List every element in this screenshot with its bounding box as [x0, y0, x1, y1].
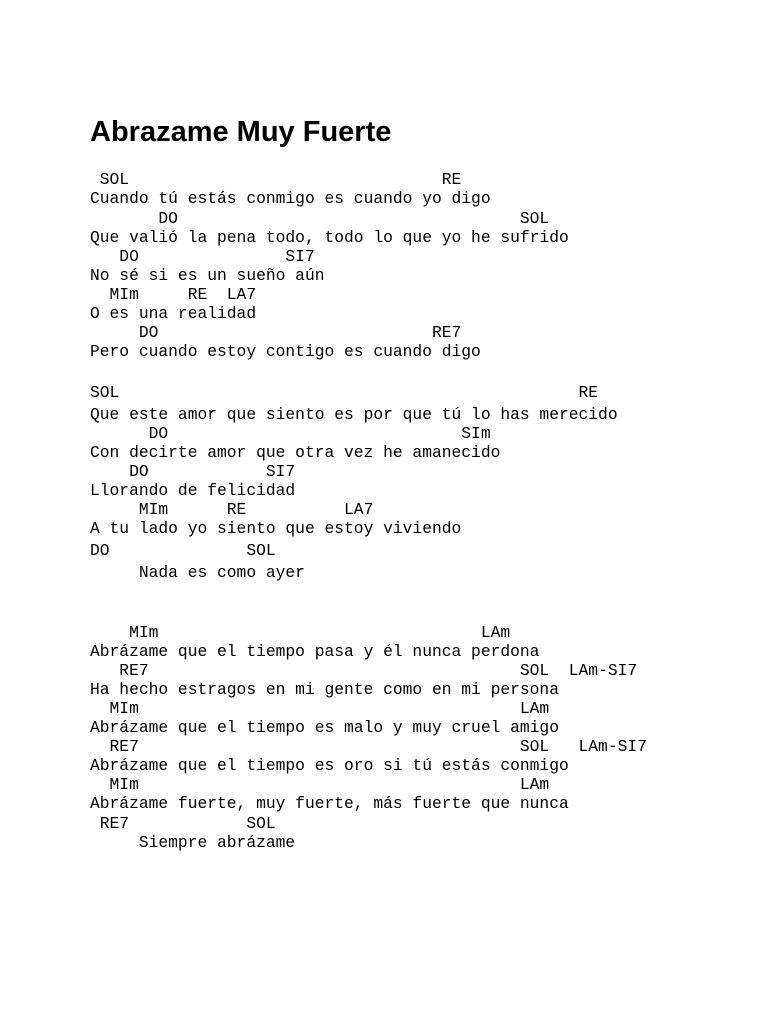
lyric-line: Abrázame que el tiempo pasa y él nunca perdona — [90, 642, 540, 661]
lyric-line: Cuando tú estás conmigo es cuando yo digo — [90, 189, 491, 208]
chord-line: MIm LAm — [90, 775, 550, 794]
lyric-line: Abrázame que el tiempo es malo y muy cruel amigo — [90, 718, 559, 737]
chord-line: RE7 SOL — [90, 814, 276, 833]
chord-line: SOL RE — [90, 383, 599, 402]
chord-line: DO SI7 — [90, 462, 296, 481]
lyric-line: Ha hecho estragos en mi gente como en mi persona — [90, 680, 559, 699]
lyric-line: Nada es como ayer — [90, 563, 305, 582]
lyric-line: Que este amor que siento es por que tú lo has merecido — [90, 405, 618, 424]
chord-line: MIm LAm — [90, 699, 550, 718]
chord-line: DO RE7 — [90, 323, 462, 342]
lyric-line: Pero cuando estoy contigo es cuando digo — [90, 342, 481, 361]
chord-line: DO SOL — [90, 541, 276, 560]
lyric-line: Con decirte amor que otra vez he amanecido — [90, 443, 501, 462]
chord-line: MIm RE LA7 — [90, 285, 257, 304]
chord-line: DO SI7 — [90, 247, 315, 266]
chord-line: MIm LAm — [90, 623, 511, 642]
lyric-line: Abrázame que el tiempo es oro si tú estás conmigo — [90, 756, 569, 775]
lyric-line: Llorando de felicidad — [90, 481, 296, 500]
chord-line: SOL RE — [90, 170, 462, 189]
lyric-line: Siempre abrázame — [90, 833, 296, 852]
chord-line: MIm RE LA7 — [90, 500, 374, 519]
lyric-line: No sé si es un sueño aún — [90, 266, 325, 285]
chord-line: RE7 SOL LAm-SI7 — [90, 661, 638, 680]
lyric-line: Que valió la pena todo, todo lo que yo he sufrido — [90, 228, 569, 247]
lyric-line: O es una realidad — [90, 304, 257, 323]
page-title: Abrazame Muy Fuerte — [90, 116, 392, 148]
lyric-line: A tu lado yo siento que estoy viviendo — [90, 519, 462, 538]
lyric-line: Abrázame fuerte, muy fuerte, más fuerte que nunca — [90, 794, 569, 813]
chord-line: DO SIm — [90, 424, 491, 443]
chord-line: RE7 SOL LAm-SI7 — [90, 737, 647, 756]
chord-line: DO SOL — [90, 209, 550, 228]
